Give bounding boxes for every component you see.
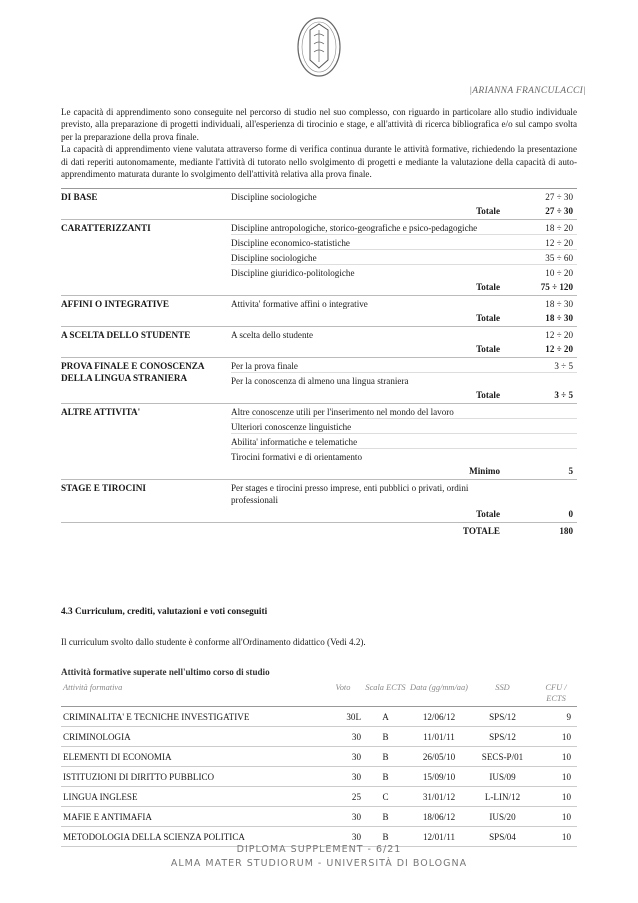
credit-total-value: 18 ÷ 30 xyxy=(545,313,573,323)
exam-ssd: L-LIN/12 xyxy=(470,787,535,807)
exam-date: 26/05/10 xyxy=(408,747,470,767)
author-name: |ARIANNA FRANCULACCI| xyxy=(469,86,586,96)
credit-row xyxy=(231,189,577,203)
credit-group xyxy=(61,404,577,480)
exam-ects-grade: B xyxy=(363,827,408,847)
exam-date: 12/01/11 xyxy=(408,827,470,847)
credit-description: Discipline sociologiche xyxy=(231,192,317,202)
credit-total-label: Totale xyxy=(476,390,500,400)
credit-area-name: PROVA FINALE E CONOSCENZA DELLA LINGUA STRANIERA xyxy=(61,361,205,383)
col-activity: Attività formativa xyxy=(63,683,123,692)
credit-row xyxy=(231,327,577,341)
table-row xyxy=(61,807,577,827)
table-row xyxy=(61,747,577,767)
credit-row xyxy=(231,434,577,449)
exams-table xyxy=(61,680,577,847)
exam-grade: 30 xyxy=(323,767,363,787)
credit-total-value: 27 ÷ 30 xyxy=(545,206,573,216)
credit-range: 12 ÷ 20 xyxy=(545,330,573,340)
credit-total-label: Minimo xyxy=(469,466,500,476)
credit-group-row xyxy=(61,220,577,279)
credit-range: 35 ÷ 60 xyxy=(545,253,573,263)
credit-total-row xyxy=(61,203,577,219)
credit-range xyxy=(526,480,577,482)
exam-ssd: IUS/20 xyxy=(470,807,535,827)
credit-group-row xyxy=(61,480,577,506)
exam-cfu: 10 xyxy=(535,727,577,747)
exam-ects-grade: B xyxy=(363,747,408,767)
credit-rows xyxy=(231,296,577,310)
exam-date: 18/06/12 xyxy=(408,807,470,827)
credit-total-label: Totale xyxy=(476,509,500,519)
intro-paragraph: La capacità di apprendimento viene valutata attraverso forme di verifica continua durante le attività formative, richiedendo la presentazione di dati reperiti autonomamente, mediante l'attività di tutorato nello svolgimento di progetti e mediante la valutazione della capacità di auto-apprendimento maturata durante lo svolgimento dell'attività relativa alla prova finale. xyxy=(61,144,577,180)
credit-rows xyxy=(231,480,577,506)
exam-grade: 30 xyxy=(323,807,363,827)
credit-group xyxy=(61,220,577,296)
activities-title: Attività formative superate nell'ultimo corso di studio xyxy=(61,667,270,677)
credit-group xyxy=(61,327,577,358)
credit-rows xyxy=(231,404,577,463)
credit-range: 18 ÷ 20 xyxy=(545,223,573,233)
credit-group xyxy=(61,189,577,220)
credit-group xyxy=(61,358,577,404)
credit-range xyxy=(526,404,577,406)
grand-total-label: TOTALE xyxy=(462,526,500,536)
exam-ects-grade: B xyxy=(363,807,408,827)
exam-cfu: 10 xyxy=(535,807,577,827)
credit-rows xyxy=(231,358,577,387)
exam-cfu: 10 xyxy=(535,767,577,787)
credit-total-value: 5 xyxy=(568,466,573,476)
credit-range: 3 ÷ 5 xyxy=(554,361,573,371)
credit-row xyxy=(231,419,577,434)
exam-date: 12/06/12 xyxy=(408,707,470,727)
exam-ects-grade: B xyxy=(363,727,408,747)
credit-total-value: 12 ÷ 20 xyxy=(545,344,573,354)
exam-ssd: SECS-P/01 xyxy=(470,747,535,767)
intro-paragraph: Le capacità di apprendimento sono conseguite nel percorso di studio nel suo complesso, con riguardo in particolare allo studio individuale previsto, alla preparazione di progetti individuali, all'esperienza di tirocinio e stage, e all'attività di ricerca bibliografica e/o sul campo svolta per la preparazione della prova finale. xyxy=(61,107,577,142)
credit-rows xyxy=(231,189,577,203)
exam-ssd: IUS/09 xyxy=(470,767,535,787)
credit-total-value: 75 ÷ 120 xyxy=(540,282,573,292)
credit-group-row xyxy=(61,327,577,341)
exam-ects-grade: B xyxy=(363,767,408,787)
col-grade: Voto xyxy=(335,683,351,692)
exam-ssd: SPS/12 xyxy=(470,707,535,727)
footer-page-label: DIPLOMA SUPPLEMENT - 6/21 xyxy=(236,844,402,855)
credit-row xyxy=(231,404,577,419)
curriculum-statement: Il curriculum svolto dallo studente è conforme all'Ordinamento didattico (Vedi 4.2). xyxy=(61,637,366,647)
credit-description: Altre conoscenze utili per l'inserimento nel mondo del lavoro xyxy=(231,407,454,417)
credit-total-row xyxy=(61,341,577,357)
credit-row xyxy=(231,235,577,250)
col-cfu: CFU / ECTS xyxy=(545,683,567,703)
credit-range: 12 ÷ 20 xyxy=(545,238,573,248)
credit-row xyxy=(231,250,577,265)
credit-range xyxy=(526,419,577,421)
credit-total-label: Totale xyxy=(476,313,500,323)
credit-row xyxy=(231,296,577,310)
table-row xyxy=(61,787,577,807)
credit-total-value: 3 ÷ 5 xyxy=(554,390,573,400)
credit-area-name: AFFINI O INTEGRATIVE xyxy=(61,299,170,309)
credit-total-row xyxy=(61,506,577,522)
credit-range: 10 ÷ 20 xyxy=(545,268,573,278)
credits-table xyxy=(61,188,577,539)
exam-grade: 30 xyxy=(323,727,363,747)
credit-row xyxy=(231,480,577,506)
credit-row xyxy=(231,265,577,279)
credit-description: Discipline giuridico-politologiche xyxy=(231,268,355,278)
credit-range: 18 ÷ 30 xyxy=(545,299,573,309)
credit-description: Per stages e tirocini presso imprese, enti pubblici o privati, ordini professionali xyxy=(231,483,469,505)
credit-total-row xyxy=(61,279,577,295)
credit-group-row xyxy=(61,296,577,310)
exam-name: CRIMINALITA' E TECNICHE INVESTIGATIVE xyxy=(61,707,323,727)
exams-header-row xyxy=(61,680,577,707)
credit-row xyxy=(231,449,577,463)
credit-area-name: DI BASE xyxy=(61,192,98,202)
credit-description: Attivita' formative affini o integrative xyxy=(231,299,368,309)
exam-name: CRIMINOLOGIA xyxy=(61,727,323,747)
credit-description: Ulteriori conoscenze linguistiche xyxy=(231,422,352,432)
exam-name: LINGUA INGLESE xyxy=(61,787,323,807)
exam-grade: 30 xyxy=(323,827,363,847)
credit-total-row xyxy=(61,310,577,326)
credit-description: Tirocini formativi e di orientamento xyxy=(231,452,362,462)
col-ssd: SSD xyxy=(495,683,510,692)
credit-row xyxy=(231,358,577,373)
credit-total-label: Totale xyxy=(476,282,500,292)
section-heading: 4.3 Curriculum, crediti, valutazioni e voti conseguiti xyxy=(61,607,268,617)
credit-range xyxy=(526,373,577,375)
credit-range xyxy=(526,449,577,451)
credit-area-name: STAGE E TIROCINI xyxy=(61,483,146,493)
credit-rows xyxy=(231,327,577,341)
credit-group-row xyxy=(61,189,577,203)
credit-total-label: Totale xyxy=(476,206,500,216)
credit-area-name: A SCELTA DELLO STUDENTE xyxy=(61,330,191,340)
exam-cfu: 10 xyxy=(535,827,577,847)
credit-description: Discipline antropologiche, storico-geografiche e psico-pedagogiche xyxy=(231,223,478,233)
credit-group-row xyxy=(61,404,577,463)
credit-group xyxy=(61,480,577,523)
credit-area-name: ALTRE ATTIVITA' xyxy=(61,407,141,417)
grand-total-row xyxy=(61,523,577,539)
table-row xyxy=(61,707,577,727)
credit-rows xyxy=(231,220,577,279)
col-ects-scale: Scala ECTS xyxy=(365,683,406,692)
exam-cfu: 9 xyxy=(535,707,577,727)
exam-grade: 30L xyxy=(323,707,363,727)
credit-description: Per la conoscenza di almeno una lingua straniera xyxy=(231,376,409,386)
credit-range: 27 ÷ 30 xyxy=(545,192,573,202)
university-seal-logo xyxy=(296,16,342,78)
exam-date: 15/09/10 xyxy=(408,767,470,787)
credit-area-name: CARATTERIZZANTI xyxy=(61,223,151,233)
credit-total-label: Totale xyxy=(476,344,500,354)
exam-ssd: SPS/04 xyxy=(470,827,535,847)
footer-university: ALMA MATER STUDIORUM - UNIVERSITÀ DI BOLOGNA xyxy=(170,858,468,869)
credit-description: A scelta dello studente xyxy=(231,330,314,340)
credit-description: Discipline economico-statistiche xyxy=(231,238,350,248)
credit-total-value: 0 xyxy=(568,509,573,519)
credit-group xyxy=(61,296,577,327)
exam-date: 11/01/11 xyxy=(408,727,470,747)
exam-grade: 30 xyxy=(323,747,363,767)
credit-row xyxy=(231,373,577,387)
credit-description: Discipline sociologiche xyxy=(231,253,317,263)
exam-ects-grade: C xyxy=(363,787,408,807)
exam-name: MAFIE E ANTIMAFIA xyxy=(61,807,323,827)
exam-cfu: 10 xyxy=(535,787,577,807)
credit-group-row xyxy=(61,358,577,387)
credit-description: Per la prova finale xyxy=(231,361,298,371)
exam-name: ELEMENTI DI ECONOMIA xyxy=(61,747,323,767)
exam-ects-grade: A xyxy=(363,707,408,727)
table-row xyxy=(61,767,577,787)
grand-total-value: 180 xyxy=(559,526,573,536)
exam-name: METODOLOGIA DELLA SCIENZA POLITICA xyxy=(61,827,323,847)
credit-total-row xyxy=(61,387,577,403)
table-row xyxy=(61,727,577,747)
exam-date: 31/01/12 xyxy=(408,787,470,807)
exam-name: ISTITUZIONI DI DIRITTO PUBBLICO xyxy=(61,767,323,787)
exam-grade: 25 xyxy=(323,787,363,807)
exam-cfu: 10 xyxy=(535,747,577,767)
credit-row xyxy=(231,220,577,235)
col-date: Data (gg/mm/aa) xyxy=(410,683,468,692)
exam-ssd: SPS/12 xyxy=(470,727,535,747)
learning-skills-text xyxy=(61,106,577,180)
credit-total-row xyxy=(61,463,577,479)
credit-range xyxy=(526,434,577,436)
credit-description: Abilita' informatiche e telematiche xyxy=(231,437,358,447)
